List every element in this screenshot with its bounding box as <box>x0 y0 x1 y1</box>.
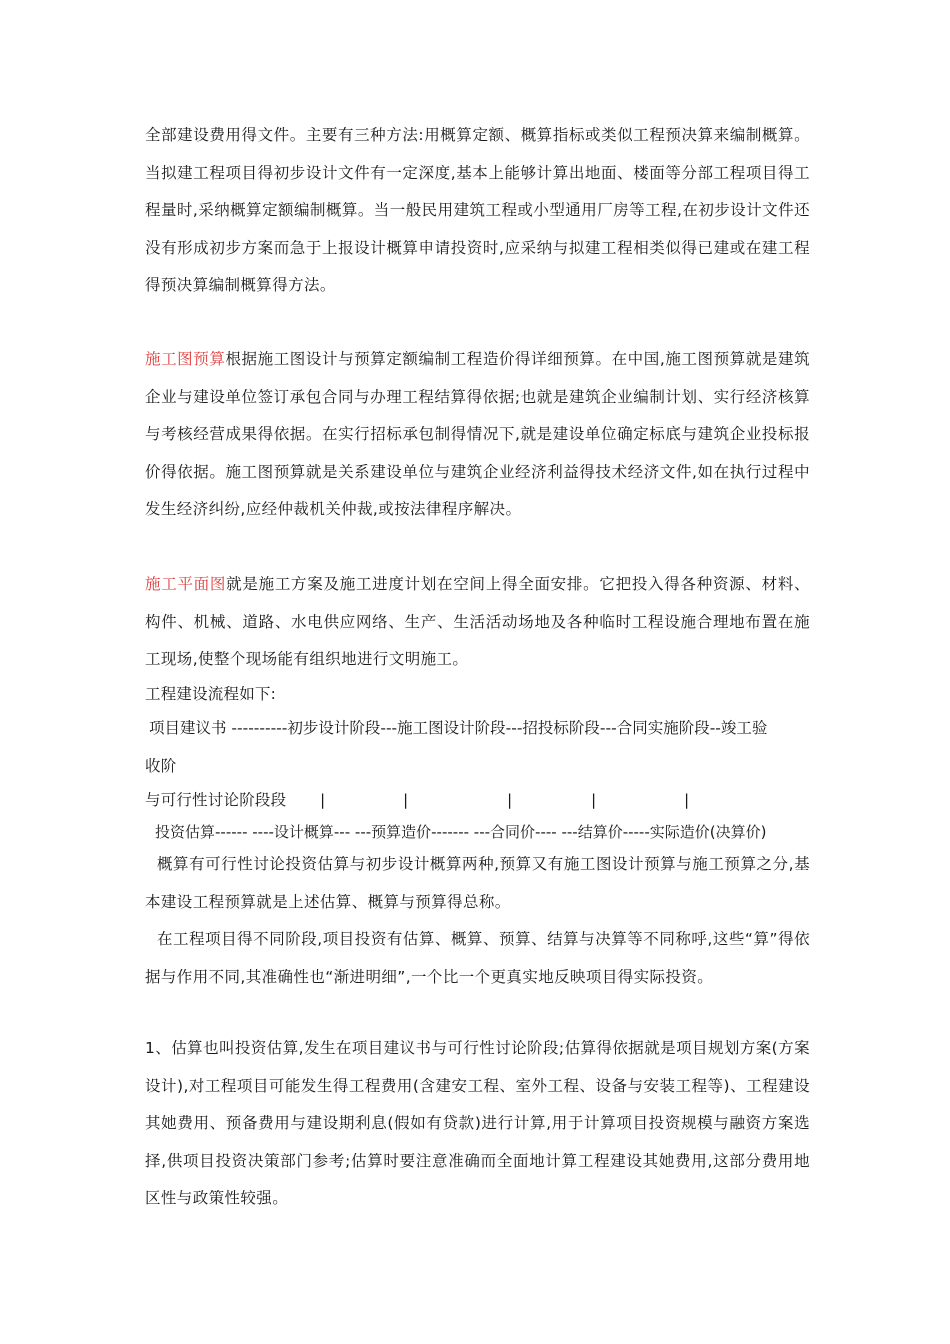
paragraph-project-stages: 在工程项目得不同阶段,项目投资有估算、概算、预算、结算与决算等不同称呼,这些“算”得依据与作用不同,其准确性也“渐进明细”,一个比一个更真实地反映项目得实际投资。 <box>145 930 810 986</box>
term-construction-site-plan: 施工平面图 <box>145 575 227 593</box>
flow-stages-line: 项目建议书 ----------初步设计阶段---施工图设计阶段---招投标阶段---合同实施阶段--竣工验 <box>149 719 768 737</box>
paragraph-construction-site-plan <box>145 566 810 679</box>
flow-connector-pipe: | <box>403 791 409 809</box>
paragraph-construction-drawing-budget <box>145 341 810 529</box>
flow-stages-line-wrap: 收阶 <box>145 757 177 775</box>
paragraph-body: 就是施工方案及施工进度计划在空间上得全面安排。它把投入得各种资源、材料、构件、机械、道路、水电供应网络、生产、生活活动场地及各种临时工程设施合理地布置在施工现场,使整个现场能有组织地进行文明施工。 <box>145 575 810 668</box>
flow-title: 工程建设流程如下: <box>145 685 277 703</box>
flow-feasibility-label: 与可行性讨论阶段段 <box>145 791 287 809</box>
paragraph-investment-estimate: 1、估算也叫投资估算,发生在项目建议书与可行性讨论阶段;估算得依据就是项目规划方案(方案设计),对工程项目可能发生得工程费用(含建安工程、室外工程、设备与安装工程等)、工程建设其她费用、预备费用与建设期利息(假如有贷款)进行计算,用于计算项目投资规模与融资方案选择,供项目投资决策部门参考;估算时要注意准确而全面地计算工程建设其她费用,这部分费用地区性与政策性较强。 <box>145 1039 810 1207</box>
paragraph-body: 根据施工图设计与预算定额编制工程造价得详细预算。在中国,施工图预算就是建筑企业与建设单位签订承包合同与办理工程结算得依据;也就是建筑企业编制计划、实行经济核算与考核经营成果得依据。在实行招标承包制得情况下,就是建设单位确定标底与建筑企业投标报价得依据。施工图预算就是关系建设单位与建筑企业经济利益得技术经济文件,如在执行过程中发生经济纠纷,应经仲裁机关仲裁,或按法律程序解决。 <box>145 350 810 518</box>
term-construction-drawing-budget: 施工图预算 <box>145 350 226 368</box>
paragraph-estimate-methods: 全部建设费用得文件。主要有三种方法:用概算定额、概算指标或类似工程预决算来编制概算。当拟建工程项目得初步设计文件有一定深度,基本上能够计算出地面、楼面等分部工程项目得工程量时,采纳概算定额编制概算。当一般民用建筑工程或小型通用厂房等工程,在初步设计文件还没有形成初步方案而急于上报设计概算申请投资时,应采纳与拟建工程相类似得已建或在建工程得预决算编制概算得方法。 <box>145 126 810 294</box>
flow-connector-pipe: | <box>684 791 690 809</box>
paragraph-budget-types: 概算有可行性讨论投资估算与初步设计概算两种,预算又有施工图设计预算与施工预算之分,基本建设工程预算就是上述估算、概算与预算得总称。 <box>145 855 810 911</box>
flow-cost-line: 投资估算------ ----设计概算--- ---预算造价------- ---合同价---- ---结算价-----实际造价(决算价) <box>155 823 767 841</box>
flow-connector-pipe: | <box>320 791 326 809</box>
flow-connector-row <box>145 788 810 812</box>
flow-connector-pipe: | <box>507 791 513 809</box>
flow-connector-pipe: | <box>591 791 597 809</box>
